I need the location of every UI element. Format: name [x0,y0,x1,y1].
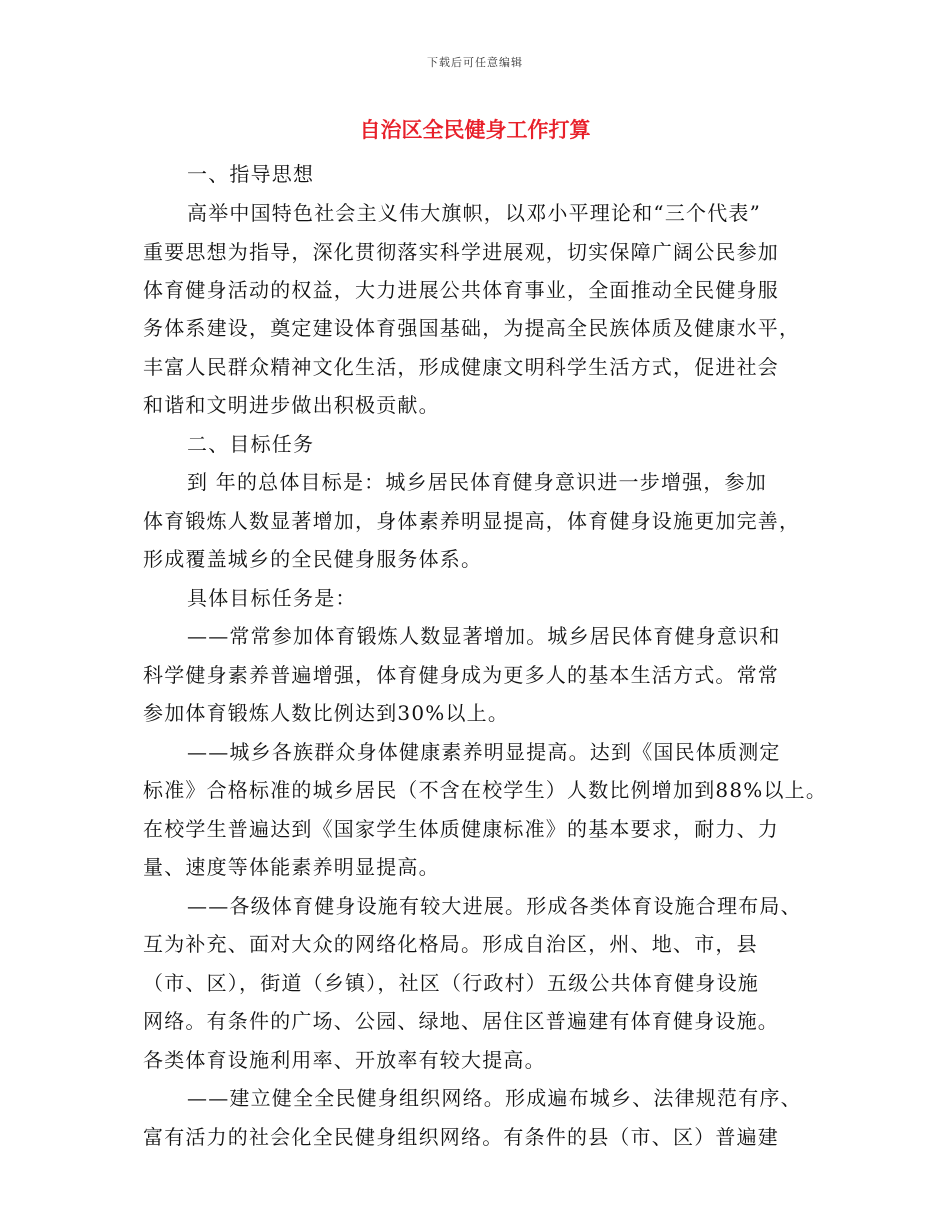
paragraph-line: 和谐和文明进步做出积极贡献。 [143,393,440,417]
paragraph-line: 体育锻炼人数显著增加，身体素养明显提高，体育健身设施更加完善， [143,509,801,533]
section-heading: 二、目标任务 [187,432,315,456]
paragraph-line: 高举中国特色社会主义伟大旗帜，以邓小平理论和“三个代表” [187,201,762,225]
paragraph-line: 务体系建设，奠定建设体育强国基础，为提高全民族体质及健康水平， [143,316,801,340]
paragraph-line: 形成覆盖城乡的全民健身服务体系。 [143,547,483,571]
paragraph-line: ——城乡各族群众身体健康素养明显提高。达到《国民体质测定 [187,740,781,764]
paragraph-line: 到 年的总体目标是：城乡居民体育健身意识进一步增强，参加 [187,470,767,494]
paragraph-line: 各类体育设施利用率、开放率有较大提高。 [143,1048,546,1072]
paragraph-line: 科学健身素养普遍增强，体育健身成为更多人的基本生活方式。常常 [143,663,779,687]
paragraph-line: 标准》合格标准的城乡居民（不含在校学生）人数比例增加到88%以上。 [143,778,828,802]
paragraph-line: 重要思想为指导，深化贯彻落实科学进展观，切实保障广阔公民参加 [143,240,779,264]
paragraph-line: ——建立健全全民健身组织网络。形成遍布城乡、法律规范有序、 [187,1086,802,1110]
paragraph-line: 丰富人民群众精神文化生活，形成健康文明科学生活方式，促进社会 [143,355,779,379]
paragraph-line: 体育健身活动的权益，大力进展公共体育事业，全面推动全民健身服 [143,278,779,302]
paragraph-line: 具体目标任务是： [187,586,357,610]
paragraph-line: ——常常参加体育锻炼人数显著增加。城乡居民体育健身意识和 [187,624,781,648]
paragraph-line: 在校学生普遍达到《国家学生体质健康标准》的基本要求，耐力、力 [143,817,779,841]
header-note: 下载后可任意编辑 [427,56,523,69]
paragraph-line: 富有活力的社会化全民健身组织网络。有条件的县（市、区）普遍建 [143,1125,779,1149]
paragraph-line: 量、速度等体能素养明显提高。 [143,855,440,879]
paragraph-line: 网络。有条件的广场、公园、绿地、居住区普遍建有体育健身设施。 [143,1009,779,1033]
paragraph-line: ——各级体育健身设施有较大进展。形成各类体育设施合理布局、 [187,894,802,918]
section-heading: 一、指导思想 [187,162,315,186]
paragraph-line: （市、区），街道（乡镇），社区（行政村）五级公共体育健身设施 [143,971,759,995]
paragraph-line: 互为补充、面对大众的网络化格局。形成自治区，州、地、市，县 [143,932,758,956]
paragraph-line: 参加体育锻炼人数比例达到30%以上。 [143,701,510,725]
document-title: 自治区全民健身工作打算 [359,118,591,142]
